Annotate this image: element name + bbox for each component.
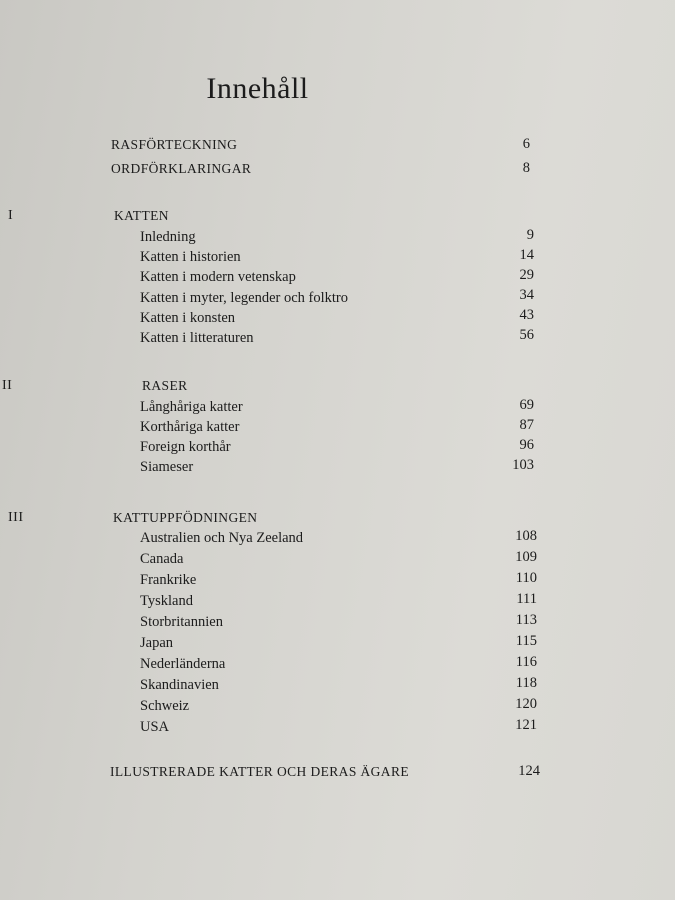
part-heading: KATTEN xyxy=(114,208,169,223)
toc-page-number: 56 xyxy=(519,327,534,343)
toc-page-number: 120 xyxy=(515,696,537,712)
toc-page-number: 29 xyxy=(519,267,534,283)
toc-item: Frankrike xyxy=(140,572,197,588)
toc-item: Storbritannien xyxy=(140,614,223,630)
toc-page-number: 9 xyxy=(526,227,534,243)
toc-page-number: 111 xyxy=(516,591,537,607)
toc-item: Australien och Nya Zeeland xyxy=(140,530,304,546)
toc-item: Siameser xyxy=(140,459,194,475)
toc-item: Långhåriga katter xyxy=(140,399,243,415)
toc-page-number: 115 xyxy=(515,633,537,649)
toc-item: Schweiz xyxy=(140,698,190,714)
toc-page-number: 69 xyxy=(519,397,534,413)
toc-entry-ordforklaringar: ORDFÖRKLARINGAR xyxy=(111,161,252,176)
part-numeral: I xyxy=(8,208,14,223)
toc-item: Japan xyxy=(140,635,174,651)
toc-item: Nederländerna xyxy=(140,656,226,672)
toc-entry-illustrerade-katter: ILLUSTRERADE KATTER OCH DERAS ÄGARE xyxy=(110,764,409,779)
toc-page-number: 113 xyxy=(515,612,537,628)
toc-page-number: 121 xyxy=(515,717,537,733)
toc-entry-rasforteckning: RASFÖRTECKNING xyxy=(111,137,238,152)
toc-page-number: 87 xyxy=(519,417,534,433)
part-numeral: II xyxy=(2,378,13,393)
toc-page-number: 124 xyxy=(518,763,540,779)
toc-item: Katten i historien xyxy=(140,249,241,265)
toc-page-number: 116 xyxy=(515,654,537,670)
toc-item: Katten i myter, legender och folktro xyxy=(140,290,348,306)
toc-item: USA xyxy=(140,719,170,735)
part-heading: RASER xyxy=(142,378,188,393)
page-title: Innehåll xyxy=(206,72,309,105)
toc-page-number: 108 xyxy=(515,528,537,544)
toc-page-number: 14 xyxy=(519,247,534,263)
toc-page-number: 109 xyxy=(515,549,537,565)
part-heading: KATTUPPFÖDNINGEN xyxy=(113,510,258,525)
toc-page-number: 43 xyxy=(519,307,534,323)
toc-page-number: 110 xyxy=(515,570,537,586)
part-numeral: III xyxy=(8,510,24,525)
toc-page-number: 34 xyxy=(519,287,534,303)
toc-item: Katten i konsten xyxy=(140,310,236,326)
toc-page-number: 96 xyxy=(519,437,534,453)
toc-item: Foreign korthår xyxy=(140,439,231,455)
toc-item: Skandinavien xyxy=(140,677,219,693)
toc-item: Katten i litteraturen xyxy=(140,330,254,346)
toc-item: Korthåriga katter xyxy=(140,419,240,435)
toc-page-number: 8 xyxy=(522,160,530,176)
toc-page-number: 118 xyxy=(515,675,537,691)
toc-item: Tyskland xyxy=(140,593,193,609)
toc-page-number: 6 xyxy=(522,136,530,152)
toc-item: Katten i modern vetenskap xyxy=(140,269,296,285)
toc-item: Canada xyxy=(140,551,184,567)
toc-item: Inledning xyxy=(140,229,196,245)
toc-page-number: 103 xyxy=(512,457,534,473)
